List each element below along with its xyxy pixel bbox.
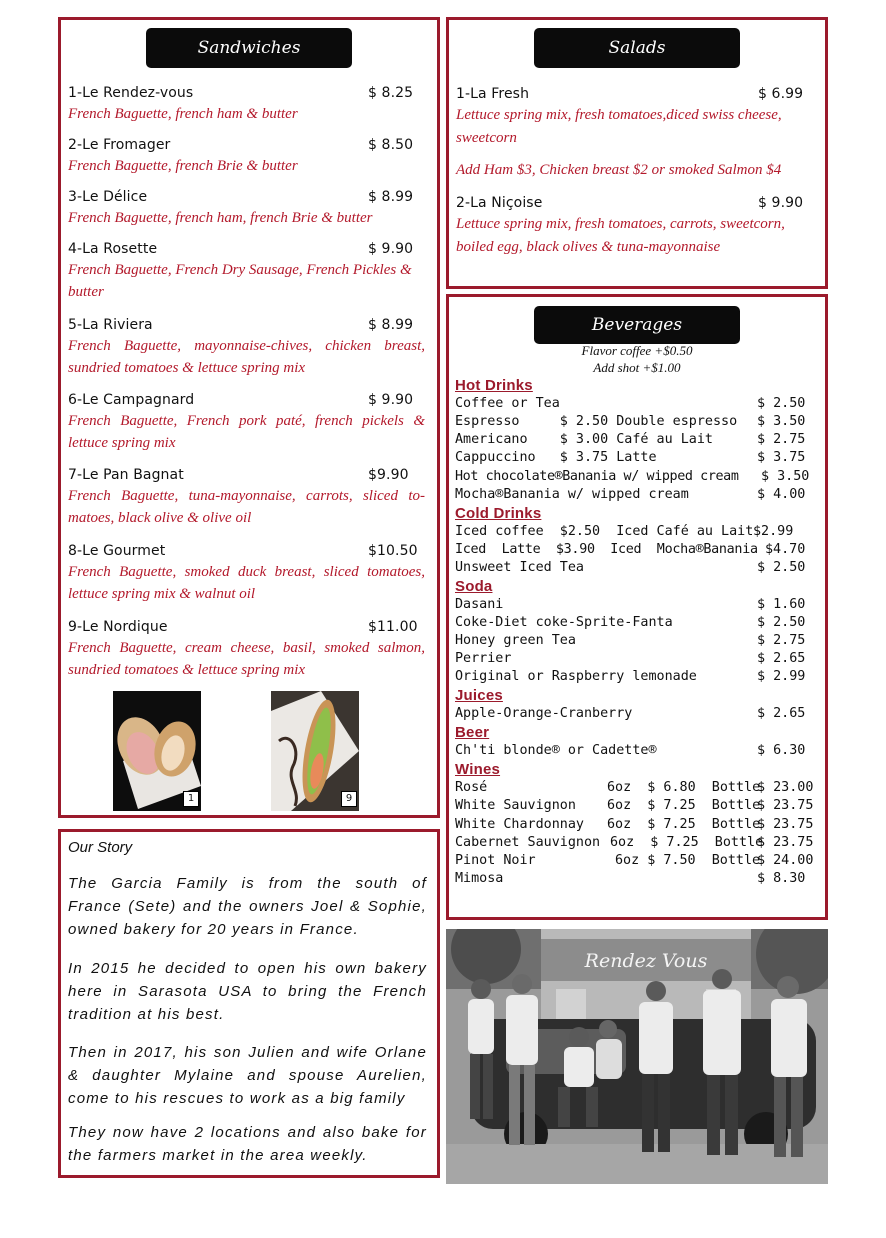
beverage-row (455, 615, 811, 633)
beverage-row (455, 414, 811, 432)
beverage-name: Iced coffee $2.50 Iced Café au Lait (455, 524, 754, 539)
wine-glass-price: 6oz $ 7.50 Bottle (615, 853, 761, 868)
beverage-name: Hot chocolate®Banania w/ wipped cream (455, 469, 739, 484)
menu-item (68, 617, 425, 681)
beverage-row (455, 524, 811, 542)
beverage-row (455, 542, 811, 560)
wine-row (455, 835, 814, 853)
wine-name: Mimosa (455, 871, 504, 886)
section-cold-drinks: Cold Drinks (455, 505, 542, 522)
beverage-name: Mocha®Banania w/ wipped cream (455, 487, 689, 502)
section-soda: Soda (455, 578, 493, 595)
beverage-row (455, 469, 811, 487)
photo-number: 9 (341, 791, 357, 807)
beverage-name: Dasani (455, 597, 504, 612)
item-price: $ 9.90 (758, 195, 804, 211)
our-story-panel (58, 829, 440, 1178)
menu-item (68, 465, 425, 529)
wine-row (455, 798, 814, 816)
item-price: $10.50 (368, 543, 418, 559)
story-paragraph: In 2015 he decided to open his own bakery here in Sarasota USA to bring the French tradition at his best. (68, 960, 427, 1023)
sandwiches-header: Sandwiches (146, 28, 352, 68)
salad-addon-note: Add Ham $3, Chicken breast $2 or smoked Salmon $4 (456, 162, 782, 178)
wine-bottle-price: $ 24.00 (757, 853, 814, 868)
beverage-name: Coffee or Tea (455, 396, 560, 411)
item-description: French Baguette, tuna-mayonnaise, carrots, sliced to-matoes, black olive & olive oil (68, 488, 425, 526)
beverage-name: Coke-Diet coke-Sprite-Fanta (455, 615, 673, 630)
wine-bottle-price: $ 8.30 (757, 871, 806, 886)
beverage-price: $ 3.50 (757, 414, 806, 429)
item-description: Lettuce spring mix, fresh tomatoes, carrots, sweetcorn, boiled egg, black olives & tuna-mayonnaise (456, 216, 785, 255)
item-price: $ 8.50 (368, 137, 414, 153)
menu-item (68, 239, 425, 303)
beverage-name: Cappuccino $ 3.75 Latte (455, 450, 657, 465)
sandwiches-panel (58, 17, 440, 818)
beverage-name: Honey green Tea (455, 633, 576, 648)
beverage-price: $ 1.60 (757, 597, 806, 612)
sandwich-photo (271, 691, 359, 811)
beverage-row (455, 396, 811, 414)
wine-name: Pinot Noir (455, 853, 536, 868)
item-name: 5-La Riviera (68, 317, 153, 333)
photo-number: 1 (183, 791, 199, 807)
beverage-row (455, 432, 811, 450)
section-beer: Beer (455, 724, 490, 741)
menu-item (68, 187, 425, 229)
salads-panel (446, 17, 828, 289)
item-description: French Baguette, french Brie & butter (68, 158, 298, 174)
story-paragraph: Then in 2017, his son Julien and wife Orlane & daughter Mylaine and spouse Aurelien, come to his rescues to work as a big family (68, 1044, 427, 1107)
wine-bottle-price: $ 23.75 (757, 817, 814, 832)
beverage-price: $4.70 (765, 542, 806, 557)
wine-bottle-price: $ 23.00 (757, 780, 814, 795)
wine-bottle-price: $ 23.75 (757, 798, 814, 813)
team-photo (446, 929, 828, 1184)
item-description: Lettuce spring mix, fresh tomatoes,diced swiss cheese, sweetcorn (456, 107, 782, 146)
beverage-row (455, 706, 811, 724)
item-description: French Baguette, French pork paté, french pickels & lettuce spring mix (68, 413, 425, 451)
beverage-row (455, 450, 811, 468)
add-shot-note: Add shot +$1.00 (593, 360, 681, 375)
menu-item (68, 315, 425, 379)
wine-row (455, 853, 814, 871)
beverage-price: $ 4.00 (757, 487, 806, 502)
beverage-price: $ 2.50 (757, 396, 806, 411)
wine-name: White Sauvignon (455, 798, 576, 813)
team-photo-image (446, 929, 828, 1184)
storefront-sign: Rendez Vous (584, 950, 708, 972)
beverage-name: Americano $ 3.00 Café au Lait (455, 432, 713, 447)
section-juices: Juices (455, 687, 503, 704)
wine-bottle-price: $ 23.75 (757, 835, 814, 850)
beverage-list (455, 377, 814, 917)
beverage-name: Ch'ti blonde® or Cadette® (455, 743, 657, 758)
section-hot-drinks: Hot Drinks (455, 377, 533, 394)
item-price: $ 8.99 (368, 189, 414, 205)
beverage-price: $ 2.99 (757, 669, 806, 684)
story-paragraph: They now have 2 locations and also bake for the farmers market in the area weekly. (68, 1124, 427, 1164)
beverage-row (455, 743, 811, 761)
beverage-row (455, 597, 811, 615)
wine-row (455, 817, 814, 835)
item-price: $ 6.99 (758, 86, 804, 102)
wine-glass-price: 6oz $ 7.25 Bottle (607, 817, 761, 832)
beverage-row (455, 669, 811, 687)
menu-item (456, 84, 815, 150)
beverage-price: $ 3.50 (761, 469, 810, 484)
beverage-name: Unsweet Iced Tea (455, 560, 584, 575)
beverage-price: $2.99 (753, 524, 794, 539)
wine-name: Rosé (455, 780, 488, 795)
wine-row (455, 871, 811, 889)
wine-glass-price: 6oz $ 6.80 Bottle (607, 780, 761, 795)
wine-row (455, 780, 814, 798)
item-description: French Baguette, cream cheese, basil, smoked salmon, sundried tomatoes & lettuce spring mix (68, 640, 425, 678)
item-name: 9-Le Nordique (68, 619, 168, 635)
item-price: $ 8.25 (368, 85, 414, 101)
item-name: 1-Le Rendez-vous (68, 85, 194, 101)
beverage-price: $ 6.30 (757, 743, 806, 758)
beverage-name: Espresso $ 2.50 Double espresso (455, 414, 738, 429)
menu-item (68, 541, 425, 605)
beverage-row (455, 487, 811, 505)
item-price: $9.90 (368, 467, 409, 483)
wine-glass-price: 6oz $ 7.25 Bottle (610, 835, 764, 850)
menu-item (68, 135, 425, 177)
beverage-row (455, 633, 811, 651)
story-title: Our Story (68, 839, 133, 856)
menu-item (456, 193, 815, 259)
item-name: 7-Le Pan Bagnat (68, 467, 184, 483)
wine-name: White Chardonnay (455, 817, 584, 832)
item-name: 4-La Rosette (68, 241, 158, 257)
wine-name: Cabernet Sauvignon (455, 835, 601, 850)
item-price: $11.00 (368, 619, 418, 635)
beverage-row (455, 651, 811, 669)
item-description: French Baguette, French Dry Sausage, French Pickles & butter (68, 262, 412, 300)
beverage-name: Original or Raspberry lemonade (455, 669, 697, 684)
beverages-header: Beverages (534, 306, 740, 344)
item-description: French Baguette, smoked duck breast, sliced tomatoes, lettuce spring mix & walnut oil (68, 564, 425, 602)
item-description: French Baguette, french ham & butter (68, 106, 298, 122)
salads-header: Salads (534, 28, 740, 68)
beverage-name: Perrier (455, 651, 512, 666)
item-price: $ 9.90 (368, 392, 414, 408)
beverage-price: $ 2.50 (757, 560, 806, 575)
beverage-name: Iced Latte $3.90 Iced Mocha®Banania (455, 542, 758, 557)
wine-glass-price: 6oz $ 7.25 Bottle (607, 798, 761, 813)
beverage-row (455, 560, 811, 578)
menu-item (68, 390, 425, 454)
beverage-price: $ 3.75 (757, 450, 806, 465)
item-description: French Baguette, mayonnaise-chives, chicken breast, sundried tomatoes & lettuce spring mix (68, 338, 425, 376)
beverage-price: $ 2.75 (757, 432, 806, 447)
item-name: 8-Le Gourmet (68, 543, 166, 559)
beverage-price: $ 2.50 (757, 615, 806, 630)
menu-item (68, 83, 425, 125)
item-name: 1-La Fresh (456, 86, 530, 102)
beverage-price: $ 2.75 (757, 633, 806, 648)
beverage-price: $ 2.65 (757, 651, 806, 666)
item-name: 3-Le Délice (68, 189, 148, 205)
item-price: $ 9.90 (368, 241, 414, 257)
beverage-price: $ 2.65 (757, 706, 806, 721)
beverage-name: Apple-Orange-Cranberry (455, 706, 633, 721)
story-paragraph: The Garcia Family is from the south of France (Sete) and the owners Joel & Sophie, owned bakery for 20 years in France. (68, 875, 427, 938)
item-description: French Baguette, french ham, french Brie & butter (68, 210, 373, 226)
item-name: 6-Le Campagnard (68, 392, 195, 408)
item-price: $ 8.99 (368, 317, 414, 333)
item-name: 2-Le Fromager (68, 137, 171, 153)
flavor-coffee-note: Flavor coffee +$0.50 (581, 343, 693, 358)
beverages-panel (446, 294, 828, 920)
section-wines: Wines (455, 761, 501, 778)
item-name: 2-La Niçoise (456, 195, 543, 211)
sandwich-photo (113, 691, 201, 811)
